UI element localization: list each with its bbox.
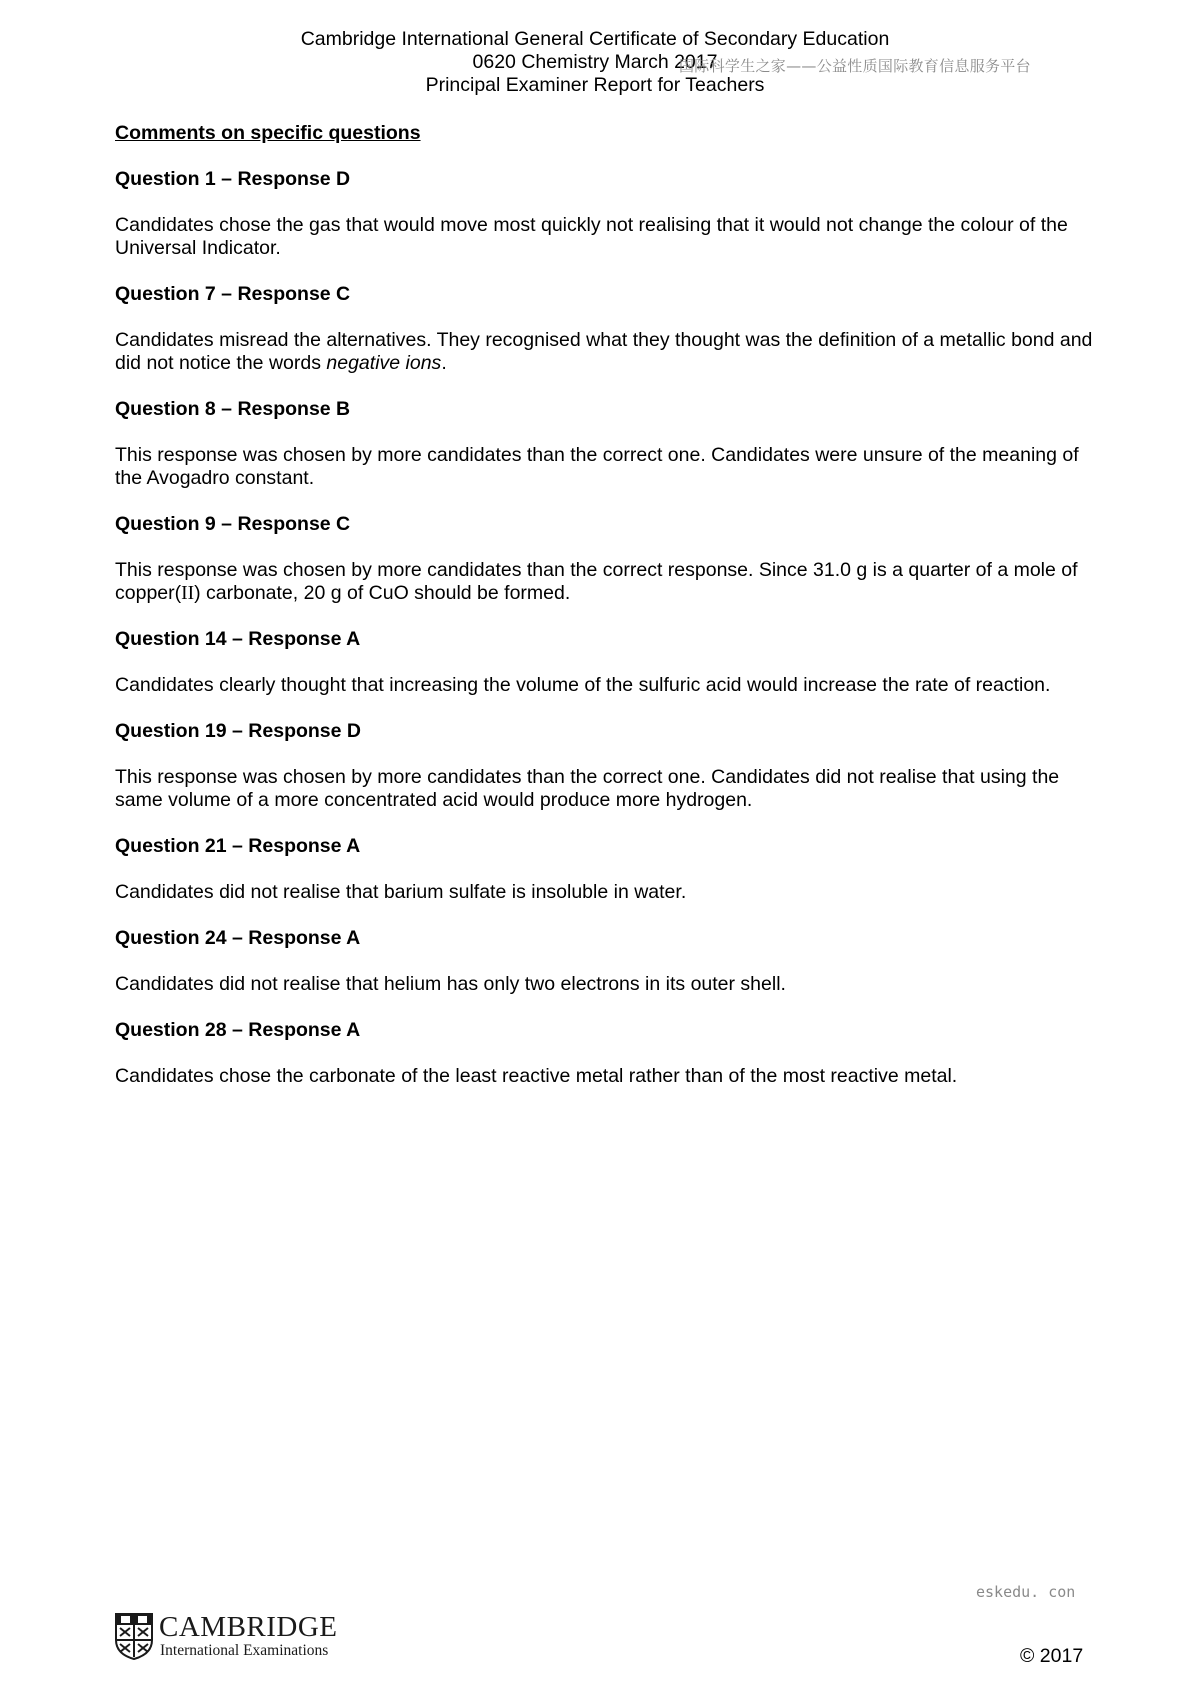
header-syllabus: 0620 Chemistry March 2017 — [472, 51, 718, 73]
question-heading: Question 9 – Response C — [115, 513, 351, 535]
cambridge-logo — [114, 1612, 374, 1660]
logo-subtitle: International Examinations — [160, 1642, 329, 1659]
question-block — [115, 513, 1095, 605]
section-title: Comments on specific questions — [115, 122, 421, 144]
question-block — [115, 1019, 1095, 1088]
question-heading: Question 7 – Response C — [115, 283, 351, 305]
question-block — [115, 720, 1095, 812]
roman-numeral: II — [181, 583, 195, 604]
question-heading: Question 21 – Response A — [115, 835, 361, 857]
comment-emphasis: negative ions — [326, 352, 442, 374]
comment-text: Candidates misread the alternatives. They recognised what they thought was the definition of a metallic bond and did not notice the words — [115, 329, 1093, 374]
question-comment: This response was chosen by more candidates than the correct one. Candidates did not realise that using the same volume of a more concentrated acid would produce more hydrogen. — [115, 766, 1060, 811]
question-comment: Candidates clearly thought that increasing the volume of the sulfuric acid would increase the rate of reaction. — [115, 674, 1051, 696]
question-comment: Candidates chose the carbonate of the least reactive metal rather than of the most reactive metal. — [115, 1065, 958, 1087]
question-block — [115, 835, 1095, 904]
question-comment: Candidates did not realise that barium sulfate is insoluble in water. — [115, 881, 687, 903]
question-block — [115, 283, 1095, 375]
question-heading: Question 8 – Response B — [115, 398, 351, 420]
question-block — [115, 628, 1095, 697]
copyright-notice: © 2017 — [1020, 1645, 1084, 1667]
site-watermark: eskedu. con — [976, 1583, 1076, 1601]
comment-text: This response was chosen by more candidates than the correct response. Since 31.0 g is a quarter of a mole of copper( — [115, 559, 1078, 604]
question-comment: Candidates chose the gas that would move most quickly not realising that it would not change the colour of the Universal Indicator. — [115, 214, 1068, 259]
comment-text: ) carbonate, 20 g of CuO should be formed. — [194, 582, 571, 604]
question-heading: Question 14 – Response A — [115, 628, 361, 650]
watermark-text: 国际科学生之家——公益性质国际教育信息服务平台 — [679, 57, 1031, 75]
comment-text: . — [441, 352, 447, 374]
question-block — [115, 927, 1095, 996]
question-comment: This response was chosen by more candidates than the correct one. Candidates were unsure of the meaning of the Avogadro constant. — [115, 444, 1079, 489]
logo-wordmark: CAMBRIDGE — [159, 1611, 338, 1643]
question-comment — [115, 559, 1095, 605]
question-heading: Question 19 – Response D — [115, 720, 361, 742]
shield-icon — [114, 1612, 154, 1660]
question-heading: Question 28 – Response A — [115, 1019, 361, 1041]
header-qualification: Cambridge International General Certificate of Secondary Education — [300, 28, 890, 50]
question-block — [115, 168, 1095, 260]
question-comment: Candidates did not realise that helium has only two electrons in its outer shell. — [115, 973, 786, 995]
question-heading: Question 1 – Response D — [115, 168, 351, 190]
question-comment — [115, 329, 1095, 375]
report-body — [115, 122, 1095, 1111]
question-heading: Question 24 – Response A — [115, 927, 361, 949]
question-block — [115, 398, 1095, 490]
header-report-title: Principal Examiner Report for Teachers — [425, 74, 765, 96]
